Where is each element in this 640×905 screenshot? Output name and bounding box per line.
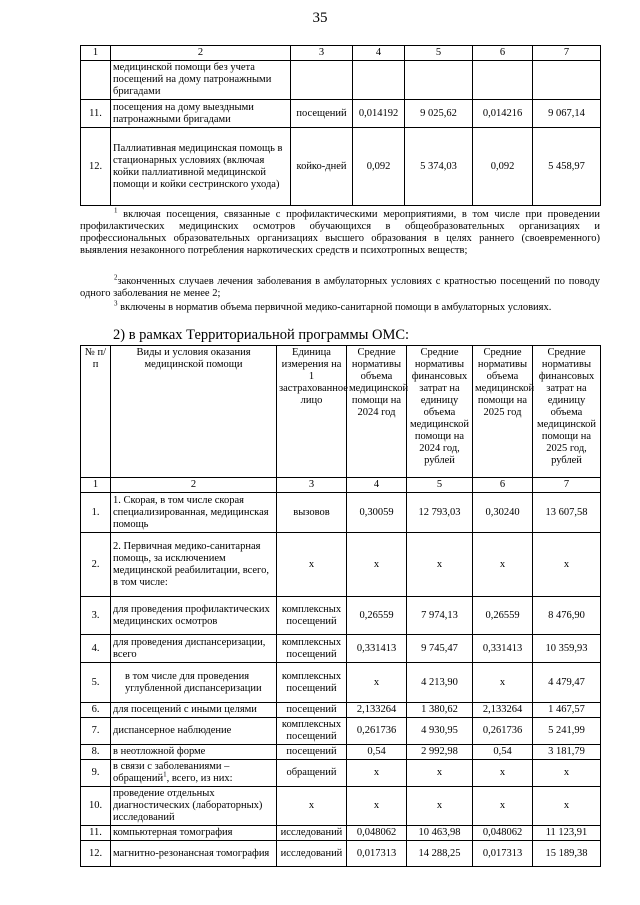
row-value: 0,261736 <box>473 718 533 745</box>
footnote-mark: 2 <box>114 273 118 282</box>
row-value: 13 607,58 <box>533 493 601 533</box>
row-number: 3. <box>81 597 111 635</box>
footnote-mark: 1 <box>114 206 118 215</box>
table-row <box>81 493 601 533</box>
row-name: медицинской помощи без учета посещений на дому патронажными бригадами <box>111 61 291 100</box>
footnote-text: законченных случаев лечения заболевания в амбулаторных условиях с кратностью посещений по поводу одного заболевания не менее 2; <box>80 276 600 299</box>
table-row <box>81 533 601 597</box>
row-value: х <box>407 533 473 597</box>
row-value: 0,54 <box>473 745 533 760</box>
col-number: 2 <box>111 46 291 61</box>
row-value <box>473 61 533 100</box>
row-value: 9 067,14 <box>533 100 601 128</box>
row-value: х <box>533 760 601 787</box>
row-unit: посещений <box>277 745 347 760</box>
row-number: 12. <box>81 841 111 867</box>
row-value: 14 288,25 <box>407 841 473 867</box>
table-row <box>81 826 601 841</box>
header-unit: Единица измерения на 1 застрахованное лицо <box>277 346 347 478</box>
col-number: 4 <box>353 46 405 61</box>
table-row <box>81 760 601 787</box>
row-unit: комплексных посещений <box>277 718 347 745</box>
row-value: 4 930,95 <box>407 718 473 745</box>
row-unit: комплексных посещений <box>277 635 347 663</box>
row-number: 8. <box>81 745 111 760</box>
row-name-tail: , всего, из них: <box>166 773 233 784</box>
row-value: 5 241,99 <box>533 718 601 745</box>
row-value: 1 467,57 <box>533 703 601 718</box>
table-territorial-program <box>80 345 601 867</box>
row-value: 5 374,03 <box>405 128 473 206</box>
col-number: 2 <box>111 478 277 493</box>
row-value: х <box>347 787 407 826</box>
row-value <box>353 61 405 100</box>
row-value: 1 380,62 <box>407 703 473 718</box>
row-name: 2. Первичная медико-санитарная помощь, за исключением медицинской реабилитации, всего, в том числе: <box>111 533 277 597</box>
row-value: 7 974,13 <box>407 597 473 635</box>
table-row <box>81 841 601 867</box>
footnote-mark: 1 <box>163 770 167 779</box>
table-row <box>81 703 601 718</box>
footnote-text: включая посещения, связанные с профилактическими мероприятиями, в том числе при проведении профилактических медицинских осмотров обучающихся в общеобразовательных организациях и профессиональных образовательных организациях высшего образования в целях раннего (своевременного) выявления незаконного потребления наркотических средств и психотропных веществ; <box>80 209 600 256</box>
row-value: 0,30059 <box>347 493 407 533</box>
row-number: 11. <box>81 100 111 128</box>
row-value: 0,26559 <box>473 597 533 635</box>
row-value: 9 025,62 <box>405 100 473 128</box>
row-number: 2. <box>81 533 111 597</box>
row-name-text: в связи с заболеваниями – обращений <box>113 761 230 784</box>
row-unit <box>291 61 353 100</box>
col-number: 3 <box>277 478 347 493</box>
row-value: 0,092 <box>473 128 533 206</box>
row-number: 4. <box>81 635 111 663</box>
col-number: 6 <box>473 478 533 493</box>
footnote-3 <box>80 299 600 314</box>
row-name: для проведения диспансеризации, всего <box>111 635 277 663</box>
row-unit: обращений <box>277 760 347 787</box>
row-unit: комплексных посещений <box>277 663 347 703</box>
row-value: 15 189,38 <box>533 841 601 867</box>
row-value: 2,133264 <box>347 703 407 718</box>
footnote-text: включены в норматив объема первичной медико-санитарной помощи в амбулаторных условиях. <box>120 302 552 313</box>
row-number: 12. <box>81 128 111 206</box>
row-value: х <box>533 787 601 826</box>
row-value: 0,331413 <box>347 635 407 663</box>
header-cost-2025: Средние нормативы финансовых затрат на единицу объема медицинской помощи на 2025 год, рублей <box>533 346 601 478</box>
row-name: для проведения профилактических медицинских осмотров <box>111 597 277 635</box>
row-unit: х <box>277 787 347 826</box>
row-number: 5. <box>81 663 111 703</box>
footnote-mark: 3 <box>114 299 118 308</box>
row-value: х <box>533 533 601 597</box>
table-row <box>81 718 601 745</box>
row-number: 10. <box>81 787 111 826</box>
table-row <box>81 100 601 128</box>
row-name: Паллиативная медицинская помощь в стационарных условиях (включая койки паллиативной медицинской помощи и койки сестринского ухода) <box>111 128 291 206</box>
row-value: 0,331413 <box>473 635 533 663</box>
header-volume-2024: Средние нормативы объема медицинской помощи на 2024 год <box>347 346 407 478</box>
col-number: 5 <box>405 46 473 61</box>
col-number: 1 <box>81 46 111 61</box>
row-value: 0,30240 <box>473 493 533 533</box>
row-value: х <box>473 533 533 597</box>
row-value: 10 359,93 <box>533 635 601 663</box>
row-name: 1. Скорая, в том числе скорая специализированная, медицинская помощь <box>111 493 277 533</box>
row-value <box>405 61 473 100</box>
row-value: 0,048062 <box>473 826 533 841</box>
row-value: 2 992,98 <box>407 745 473 760</box>
row-value: 8 476,90 <box>533 597 601 635</box>
header-cost-2024: Средние нормативы финансовых затрат на единицу объема медицинской помощи на 2024 год, рублей <box>407 346 473 478</box>
row-unit: посещений <box>277 703 347 718</box>
footnote-1 <box>80 206 600 257</box>
row-value: 11 123,91 <box>533 826 601 841</box>
row-unit: исследований <box>277 826 347 841</box>
row-name: для посещений с иными целями <box>111 703 277 718</box>
row-name: посещения на дому выездными патронажными бригадами <box>111 100 291 128</box>
row-value: 0,017313 <box>347 841 407 867</box>
row-value: х <box>347 533 407 597</box>
row-value: 12 793,03 <box>407 493 473 533</box>
row-value: х <box>407 787 473 826</box>
table-continued <box>80 45 601 206</box>
row-number: 9. <box>81 760 111 787</box>
row-value: 0,092 <box>353 128 405 206</box>
row-value: 0,014216 <box>473 100 533 128</box>
row-name <box>111 760 277 787</box>
row-value: 0,54 <box>347 745 407 760</box>
row-name: диспансерное наблюдение <box>111 718 277 745</box>
header-volume-2025: Средние нормативы объема медицинской помощи на 2025 год <box>473 346 533 478</box>
page-number: 35 <box>312 10 328 26</box>
row-unit: вызовов <box>277 493 347 533</box>
footnote-2 <box>80 273 600 300</box>
row-value: 4 213,90 <box>407 663 473 703</box>
table-row <box>81 597 601 635</box>
row-value: х <box>473 663 533 703</box>
row-unit: койко-дней <box>291 128 353 206</box>
col-number: 1 <box>81 478 111 493</box>
header-num: № п/п <box>81 346 111 478</box>
table-header-row <box>81 346 601 478</box>
table-row <box>81 128 601 206</box>
row-value: 0,017313 <box>473 841 533 867</box>
row-value: 0,014192 <box>353 100 405 128</box>
row-number: 7. <box>81 718 111 745</box>
header-name: Виды и условия оказания медицинской помощи <box>111 346 277 478</box>
table-row <box>81 663 601 703</box>
row-name: магнитно-резонансная томография <box>111 841 277 867</box>
row-value: 0,26559 <box>347 597 407 635</box>
col-number: 7 <box>533 46 601 61</box>
row-value: х <box>347 663 407 703</box>
row-value: 4 479,47 <box>533 663 601 703</box>
row-name: в неотложной форме <box>111 745 277 760</box>
row-value: 0,261736 <box>347 718 407 745</box>
section-heading: 2) в рамках Территориальной программы ОМС: <box>113 327 410 343</box>
row-number <box>81 61 111 100</box>
row-number: 1. <box>81 493 111 533</box>
row-unit: исследований <box>277 841 347 867</box>
row-unit: комплексных посещений <box>277 597 347 635</box>
row-value: 9 745,47 <box>407 635 473 663</box>
row-value: х <box>347 760 407 787</box>
row-value <box>533 61 601 100</box>
row-name: компьютерная томография <box>111 826 277 841</box>
col-number: 4 <box>347 478 407 493</box>
row-value: 2,133264 <box>473 703 533 718</box>
col-number: 6 <box>473 46 533 61</box>
table-col-numbers-row <box>81 478 601 493</box>
table-row <box>81 745 601 760</box>
row-number: 6. <box>81 703 111 718</box>
table-row <box>81 635 601 663</box>
row-value: 10 463,98 <box>407 826 473 841</box>
row-unit: посещений <box>291 100 353 128</box>
col-number: 3 <box>291 46 353 61</box>
row-value: х <box>473 787 533 826</box>
table-row <box>81 61 601 100</box>
row-number: 11. <box>81 826 111 841</box>
row-value: 5 458,97 <box>533 128 601 206</box>
row-value: х <box>473 760 533 787</box>
col-number: 7 <box>533 478 601 493</box>
row-name: в том числе для проведения углубленной диспансеризации <box>111 663 277 703</box>
row-name: проведение отдельных диагностических (лабораторных) исследований <box>111 787 277 826</box>
table-col-numbers-row <box>81 46 601 61</box>
row-value: 0,048062 <box>347 826 407 841</box>
col-number: 5 <box>407 478 473 493</box>
row-unit: х <box>277 533 347 597</box>
row-value: х <box>407 760 473 787</box>
table-row <box>81 787 601 826</box>
row-value: 3 181,79 <box>533 745 601 760</box>
